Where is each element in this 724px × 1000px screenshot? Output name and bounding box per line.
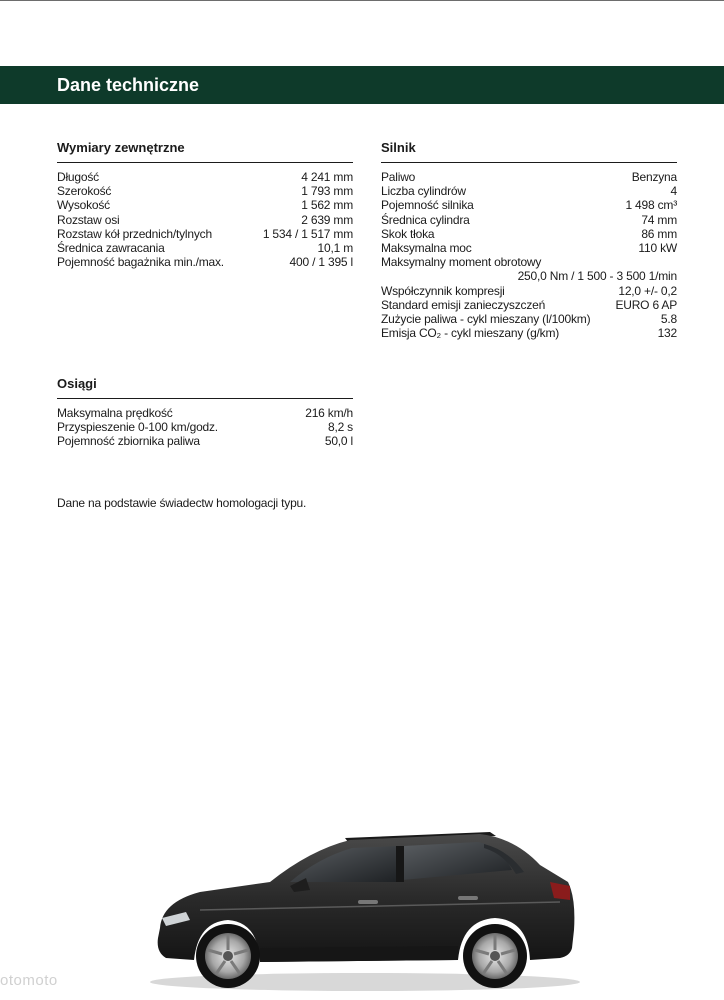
spec-label: Pojemność bagażnika min./max. (57, 255, 224, 270)
dimensions-section (57, 140, 353, 269)
spec-value: 400 / 1 395 l (289, 255, 353, 270)
spec-row-track (57, 227, 353, 241)
spec-value: Benzyna (631, 170, 677, 184)
spec-row-bore (381, 213, 677, 227)
spec-row-stroke (381, 227, 677, 241)
engine-title: Silnik (381, 140, 677, 163)
spec-value: 74 mm (641, 212, 677, 227)
spec-label: Wysokość (57, 198, 110, 213)
spec-value: 10,1 m (317, 240, 353, 255)
spec-label: Skok tłoka (381, 226, 435, 241)
spec-value: 4 241 mm (301, 170, 353, 184)
spec-label: Pojemność zbiornika paliwa (57, 434, 200, 449)
spec-label: Maksymalny moment obrotowy (381, 255, 542, 270)
dimensions-title: Wymiary zewnętrzne (57, 140, 353, 163)
page-title: Dane techniczne (57, 75, 200, 95)
spec-row-boot-capacity (57, 255, 353, 269)
spec-label: Współczynnik kompresji (381, 283, 505, 298)
engine-section (381, 140, 677, 340)
spec-row-max-torque (381, 255, 677, 283)
spec-row-height (57, 198, 353, 212)
spec-value: 1 562 mm (301, 198, 353, 213)
spec-row-tank-capacity (57, 434, 353, 448)
spec-row-length (57, 170, 353, 184)
spec-value: 1 498 cm³ (625, 198, 677, 213)
spec-label: Średnica zawracania (57, 240, 165, 255)
spec-value: 4 (670, 184, 677, 199)
spec-label: Szerokość (57, 184, 112, 199)
spec-label: Średnica cylindra (381, 212, 470, 227)
spec-row-width (57, 184, 353, 198)
top-divider (0, 0, 724, 1)
spec-row-top-speed (57, 406, 353, 420)
spec-value: 50,0 l (324, 434, 353, 449)
spec-label: Emisja CO₂ - cykl mieszany (g/km) (381, 326, 560, 341)
spec-value: 110 kW (638, 240, 677, 255)
spec-value: 5.8 (660, 311, 677, 326)
watermark-logo: otomoto (0, 972, 58, 989)
car-image (140, 820, 590, 1000)
performance-list (57, 406, 353, 449)
spec-row-co2-emission (381, 326, 677, 340)
spec-row-emission-standard (381, 298, 677, 312)
spec-row-acceleration (57, 420, 353, 434)
spec-row-displacement (381, 198, 677, 212)
spec-value: 12,0 +/- 0,2 (618, 283, 677, 298)
engine-list (381, 170, 677, 340)
spec-value: 132 (657, 326, 677, 341)
spec-value: 86 mm (641, 226, 677, 241)
performance-section (57, 376, 353, 449)
spec-row-wheelbase (57, 213, 353, 227)
spec-value: 1 793 mm (301, 184, 353, 199)
spec-label: Paliwo (381, 170, 416, 184)
spec-row-cylinders (381, 184, 677, 198)
spec-row-fuel (381, 170, 677, 184)
spec-row-fuel-consumption (381, 312, 677, 326)
spec-label: Długość (57, 170, 99, 184)
spec-label: Zużycie paliwa - cykl mieszany (l/100km) (381, 311, 591, 326)
spec-label: Maksymalna moc (381, 240, 472, 255)
spec-label: Pojemność silnika (381, 198, 474, 213)
spec-row-turning-circle (57, 241, 353, 255)
spec-label: Rozstaw osi (57, 212, 120, 227)
spec-value: 8,2 s (327, 420, 353, 435)
spec-value: 1 534 / 1 517 mm (262, 226, 353, 241)
spec-value: 2 639 mm (301, 212, 353, 227)
spec-label: Rozstaw kół przednich/tylnych (57, 226, 212, 241)
spec-value: 216 km/h (305, 406, 353, 420)
spec-row-compression (381, 284, 677, 298)
spec-value: 250,0 Nm / 1 500 - 3 500 1/min (517, 269, 677, 284)
spec-label: Liczba cylindrów (381, 184, 466, 199)
performance-title: Osiągi (57, 376, 353, 399)
spec-value: EURO 6 AP (615, 297, 677, 312)
spec-label: Maksymalna prędkość (57, 406, 173, 420)
spec-label: Przyspieszenie 0-100 km/godz. (57, 420, 218, 435)
spec-row-max-power (381, 241, 677, 255)
homologation-footnote: Dane na podstawie świadectw homologacji typu. (57, 496, 307, 510)
spec-label: Standard emisji zanieczyszczeń (381, 297, 546, 312)
dimensions-list (57, 170, 353, 269)
